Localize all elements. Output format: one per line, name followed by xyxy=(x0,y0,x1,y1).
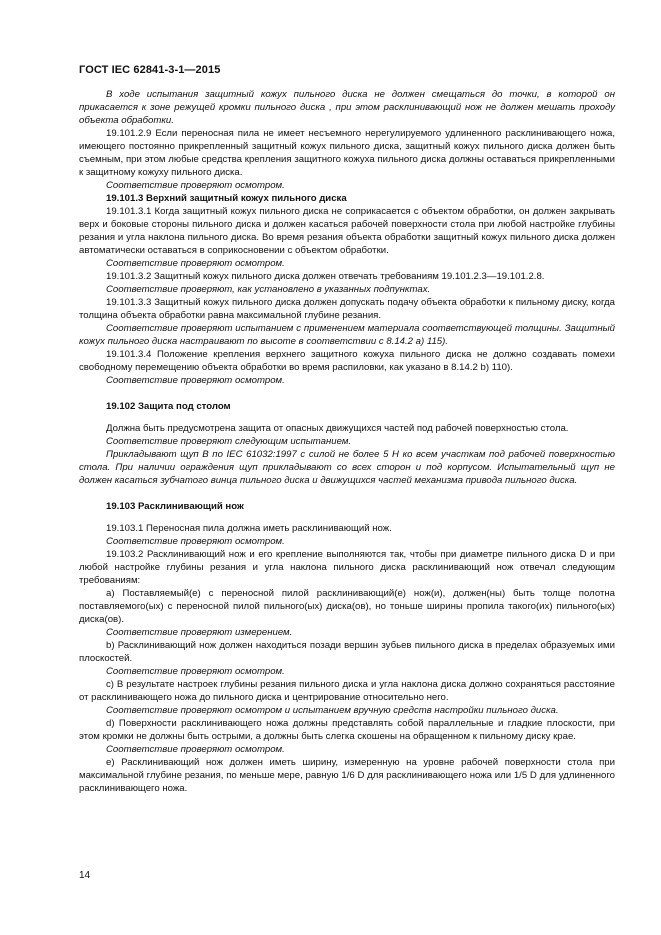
paragraph: 19.103.1 Переносная пила должна иметь расклинивающий нож. xyxy=(106,523,392,534)
compliance-note: Соответствие проверяют испытанием с применением материала соответствующей толщины. Защитный кожух пильного диска настраивают по высоте в соответствии с 8.14.2 а) 115). xyxy=(79,323,615,347)
section-heading: 19.103 Расклинивающий нож xyxy=(106,501,244,512)
paragraph: Должна быть предусмотрена защита от опасных движущихся частей под рабочей поверхностью стола. xyxy=(106,423,569,434)
paragraph: 19.101.3.3 Защитный кожух пильного диска должен допускать подачу объекта обработки к пильному диску, когда толщина объекта обработки равна максимальной глубине резания. xyxy=(79,297,615,321)
page-number: 14 xyxy=(79,870,91,881)
compliance-note: Соответствие проверяют осмотром. xyxy=(106,180,285,191)
compliance-note: Соответствие проверяют измерением. xyxy=(106,627,293,638)
document-body xyxy=(79,88,615,795)
list-item: c) В результате настроек глубины резания пильного диска и угла наклона диска должно сохраняться расстояние от расклинивающего ножа до пильного диска и центрирование относительно него. xyxy=(79,679,615,703)
compliance-note: Соответствие проверяют осмотром. xyxy=(106,536,285,547)
compliance-note: Соответствие проверяют осмотром. xyxy=(106,258,285,269)
paragraph: Прикладывают щуп В по IEC 61032:1997 с силой не более 5 Н ко всем участкам под рабочей поверхностью стола. При наличии ограждения щуп прикладывают со всех сторон и под корпусом. Испытательный щуп не должен касаться зубчатого винца пильного диска и движущихся частей механизма привода пильного диска. xyxy=(79,449,615,486)
paragraph: 19.103.2 Расклинивающий нож и его крепление выполняются так, чтобы при диаметре пильного диска D и при любой настройке глубины резания и угла наклона пильного диска расклинивающий нож отвечал следующим требованиям: xyxy=(79,549,615,586)
paragraph: 19.101.3.2 Защитный кожух пильного диска должен отвечать требованиям 19.101.2.3—19.101.2.8. xyxy=(106,271,545,282)
list-item: b) Расклинивающий нож должен находиться позади вершин зубьев пильного диска в пределах образуемых ими плоскостей. xyxy=(79,640,615,664)
section-heading: 19.102 Защита под столом xyxy=(106,401,231,412)
section-heading: 19.101.3 Верхний защитный кожух пильного диска xyxy=(106,193,347,204)
paragraph: 19.101.2.9 Если переносная пила не имеет несъемного нерегулируемого удлиненного расклинивающего ножа, имеющего постоянно прикрепленный защитный кожух пильного диска, защитный кожух пильного диска должен быть съемным, при этом любые средства крепления защитного кожуха пильного диска должны оставаться прикрепленными к защитному кожуху пильного диска. xyxy=(79,128,615,178)
compliance-note: Соответствие проверяют, как установлено в указанных подпунктах. xyxy=(106,284,431,295)
document-header: ГОСТ IEC 62841-3-1—2015 xyxy=(79,64,221,76)
compliance-note: Соответствие проверяют осмотром и испытанием вручную средств настройки пильного диска. xyxy=(106,705,559,716)
list-item: e) Расклинивающий нож должен иметь ширину, измеренную на уровне рабочей поверхности стола при максимальной глубине резания, по меньше мере, равную 1/6 D для расклинивающего ножа или 1/5 D для удлиненного расклинивающего ножа. xyxy=(79,757,615,794)
paragraph: 19.101.3.4 Положение крепления верхнего защитного кожуха пильного диска не должно создавать помехи свободному перемещению объекта обработки во время распиловки, как указано в 8.14.2 b) 110). xyxy=(79,349,615,373)
paragraph: 19.101.3.1 Когда защитный кожух пильного диска не соприкасается с объектом обработки, он должен закрывать верх и боковые стороны пильного диска и должен касаться рабочей поверхности стола при любой настройке глубины резания и угла наклона пильного диска. Во время резания объекта обработки защитный кожух пильного диска должен автоматически оставаться в соприкосновении с объектом обработки. xyxy=(79,206,615,256)
list-item: d) Поверхности расклинивающего ножа должны представлять собой параллельные и гладкие плоскости, при этом кромки не должны быть острыми, а должны быть слегка скошены на обращенном к пильному диску крае. xyxy=(79,718,615,742)
compliance-note: Соответствие проверяют осмотром. xyxy=(106,375,285,386)
paragraph: В ходе испытания защитный кожух пильного диска не должен смещаться до точки, в которой он прикасается к зоне режущей кромки пильного диска , при этом расклинивающий нож не должен мешать проходу объекта обработки. xyxy=(79,89,615,126)
list-item: a) Поставляемый(е) с переносной пилой расклинивающий(е) нож(и), должен(ны) быть толще полотна поставляемого(ых) с переносной пилой пильного(ых) диска(ов), но тоньше ширины пропила такого(их) пильного(ых) диска(ов). xyxy=(79,588,615,625)
compliance-note: Соответствие проверяют осмотром. xyxy=(106,744,285,755)
compliance-note: Соответствие проверяют осмотром. xyxy=(106,666,285,677)
compliance-note: Соответствие проверяют следующим испытанием. xyxy=(106,436,352,447)
